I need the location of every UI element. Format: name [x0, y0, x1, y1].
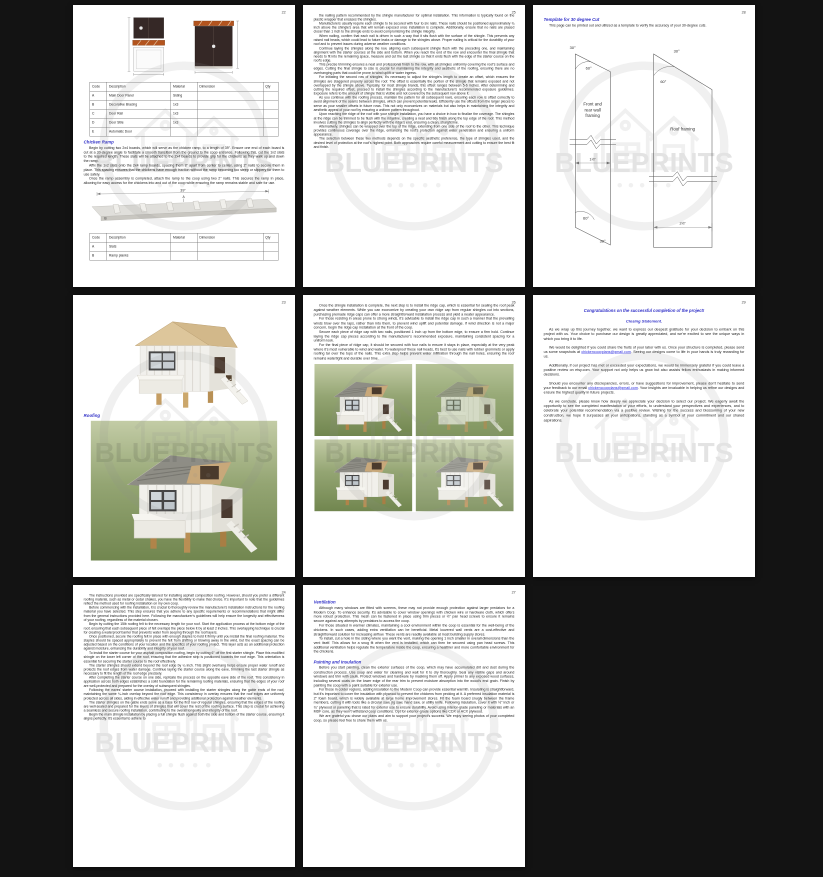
page-23: [73, 295, 295, 577]
paragraph: Begin the main shingle installation by placing a full shingle flush against both the side and bottom of the starter course, ensuring it aligns perfectly. It's essential to adhere to: [83, 712, 285, 721]
column-header: Description: [107, 233, 171, 242]
page-24: [73, 585, 295, 867]
left-board-label: Front and rear wall framing: [583, 101, 602, 119]
paragraph: Before commencing with the installation, it is crucial to thoroughly review the manufacturer's installation instructions for the roofing material you have selected. This step ensures that you adhere to any specific requirements or recommendations that might differ from the general instructions provided here. Following the manufacturer's guidelines will help ensure the longevity and effectiveness of your roofing, regardless of the material chosen.: [83, 606, 285, 623]
paragraph: For those in colder regions, adding insulation to the Modern Coop can provide essential warmth. Insulating is straightforward, but it's important to cover the insulation with plywood to prevent the chickens from pecking at it. A preferred insulation material is 2" foam board, which is widely available at large home improvement stores. Fit the foam board snugly between the frame members, cutting it with tools like a circular saw, jig saw, hand saw, or utility knife. Following insulation, cover it with ½" inch or ¾" plywood or paneling that is rated for exterior use to ensure durability. Avoid using interior-grade paneling or materials with an MDF core, as they won't withstand coop conditions. Opt for exterior-grade options like CDX or ACX plywood.: [313, 687, 515, 714]
column-header: Dimension: [197, 233, 263, 242]
paragraph: This precise trimming ensures a neat and professional finish to the row, with all shingles uniformly covering the roof's surface and edges. Cutting the final shingle to size is crucial for maintaining the integrity and aesthetic of the roofing, ensuring there are no overhanging parts that could be prone to wind uplift or water ingress.: [313, 63, 515, 75]
page-29: [533, 295, 755, 577]
page-number: 28: [741, 10, 746, 15]
paragraph: As you continue with the roofing process, maintain the pattern for all subsequent rows, ensuring each row is offset correctly to avoid alignment of the seams between shingles, which can prevent potential leaks. Efficiently use the offcuts from the larger pieces to serve as your smaller offsets in future rows. This not only economizes on materials but also helps in maintaining the integrity and aesthetic appeal of your roof by ensuring a uniform pattern throughout.: [313, 95, 515, 112]
roofing-instructions-text: [84, 594, 285, 722]
shingle-nailing-text: [314, 14, 515, 150]
column-header: Description: [107, 82, 171, 91]
paragraph: Once the ramp assembly is completed, attach the ramp to the coop using two 2" nails. This secures the ramp in place, allowing for easy access for the chickens into and out of the coop while ensuring the ramp remains stable and safe for use.: [83, 176, 285, 185]
column-header: Material: [171, 82, 197, 91]
paragraph: Should you encounter any discrepancies, errors, or have suggestions for improvement, please don't hesitate to send your feedback to our email chickencoopplans@gmail.com. Your insights are invaluable in helping us refine our designs and ensure the highest quality in future projects.: [543, 381, 745, 395]
column-header: Code: [90, 233, 107, 242]
ramp-parts-table: [90, 233, 279, 260]
section-heading-ventilation: Ventilation: [313, 599, 336, 605]
paragraph: To install the starter course for your asphalt composition roofing, begin by cutting 6" off the first starter shingle. Place this modified shingle on the lower left corner of the roof, ensuring that the adhesive strip is positioned towards the roof edge. This orientation is essential for securing the starter course to the roof effectively.: [83, 651, 285, 664]
page-number: 24: [281, 590, 286, 595]
paragraph: When nailing, confirm that each nail is driven in such a way that it sits flush with the surface of the shingle. This prevents any raised nail heads, which could lead to future leaks or damage to the shingles above. Proper nailing is critical for the durability of your roof and to prevent issues during adverse weather conditions.: [313, 34, 515, 47]
coop-render-illustration: [112, 304, 255, 411]
paragraph: The starter shingles on the gable ends serve as a base for the first row of regular shingles, ensuring that the edges of the roofing are well-sealed and prepared for the layers of shingles that will cover the rest of the roofing surface. This step is crucial for achieving a seamless and secure roofing installation, contributing to the overall longevity and integrity of the roof.: [83, 700, 285, 713]
page-22: [73, 5, 295, 287]
paragraph: Although many windows are fitted with screens, these may not provide enough protection against larger predators for a Modern Coop. To enhance security, it's advisable to cover window openings with chicken wire or hardware cloth, which offers more robust protection. This mesh can be fastened in place using trim pieces or ½" pan head screws to ensure it remains secure against any attempts by predators to access the coop.: [313, 606, 515, 624]
paragraph: Once the shingle installation is complete, the next step is to install the ridge cap, which is essential for sealing the roof peak against weather elements. While you can economize by creating your own ridge cap from regular shingles cut into sections, purchasing premade ridge caps can offer a more straightforward installation process and yield a neater appearance.: [313, 303, 515, 317]
section-heading-chicken-ramp: Chicken Ramp: [83, 139, 114, 145]
paragraph: We are grateful you chose our plans and aim to support your project's success. We enjoy seeing photos of your completed coop, so please feel free to share them with us.: [313, 713, 515, 723]
page-28: [533, 5, 755, 287]
paragraph: For initiating the second row of shingles, it's necessary to adjust the shingle's length to create an offset, which ensures the shingles are staggered properly across the roof. The offset is essentially the portion of the shingle that remains exposed and not overlapped by the shingle above. Typically, for most shingle brands, this offset ranges between 5-6 inches. After determining and cutting the required offset, proceed to install the shingles according to the manufacturer's recommended exposure guidelines. Exposure refers to the amount of shingle that is visible and not covered by the subsequent row above it.: [313, 75, 515, 96]
paragraph: Begin by cutting two 2x4 boards, which will serve as the chicken ramp, to a length of 39". Ensure one end of each board is cut at a 30-degree angle to facilitate a smooth transition from the ground to the coop entrance. Following this, cut the 1x2 slats to the required length. These slats will be attached to the 2x4 boards to provide grip for the chickens as they walk up and down the ramp.: [83, 145, 285, 164]
ramp-label-b: B: [104, 216, 107, 221]
table-row: A Slats: [90, 242, 278, 251]
right-board-label: Roof framing: [670, 126, 696, 132]
right-top-angle-label: 30°: [673, 48, 680, 54]
ventilation-text: [314, 606, 515, 654]
page-number: 23: [281, 300, 286, 305]
paragraph: Following the eaves' starter course installation, proceed with installing the starter shingles along the gable ends of the roof, maintaining the same ¼-inch overlap beyond the roof edge. This consistency in overlay ensures that the roof edges are uniformly protected across all sides, aiding in effective water runoff and providing additional protection against weather elements.: [83, 688, 285, 701]
left-bottom-angle-label: 30°: [599, 238, 606, 244]
paragraph: As we wrap up this journey together, we want to express our deepest gratitude for your decision to embark on this project with us. Your choice to purchase our design is greatly appreciated, and we're excited to see the unique ways in which you bring it to life.: [543, 327, 745, 341]
table-row: E Automatic Door: [90, 127, 278, 136]
coop-photo: [314, 364, 412, 436]
column-header: Code: [90, 82, 107, 91]
section-heading-painting: Painting and Insulation: [313, 659, 362, 665]
column-header: Qty: [263, 233, 278, 242]
paragraph: The instructions provided are specifically tailored for installing asphalt composition roofing. However, should you prefer a different roofing material, such as metal or cedar shakes, you have the flexibility to make that choice. It's important to note that the guidelines reflect the method used for roofing installation on my own coop.: [83, 593, 285, 606]
paragraph: To install, cut a hole in the siding where you want the vent, making the opening 1 inch smaller in overall dimensions than the vent itself. This allows for a snug fit when the vent is installed, which can then be secured using pan head screws. This additional ventilation helps regulate the temperature inside the coop, ensuring a healthier and more comfortable environment for the chickens.: [313, 636, 515, 654]
paragraph: The selection between these two methods depends on the specific aesthetic preference, the type of shingles used, and the desired level of protection at the roof's highest point. Both approaches require careful measurement and cutting to ensure the best fit and finish.: [313, 137, 515, 149]
chicken-ramp-text: [84, 146, 285, 185]
door-parts-table: [90, 82, 279, 136]
ramp-label-a: A: [182, 195, 185, 200]
left-bottom-inner-angle-label: 60°: [582, 215, 590, 221]
paragraph: For those residing in areas prone to strong winds, it's advisable to install the ridge cap in such a manner that the prevailing winds blow over the laps, rather than into them, to prevent wind uplift and potential damage. If wind direction is not a major concern, begin the ridge cap installation at the front of the coop.: [313, 316, 515, 330]
paragraph: Once positioned, secure the roofing felt in place with enough staples to hold it firmly until you install the final roofing material. The staples should be spaced appropriately to prevent the felt from shifting or blowing away in the wind, but the exact spacing can be adjusted based on the conditions of your location and the specifics of your roofing project. This layer acts as an additional protection against moisture, enhancing the durability and integrity of your roof.: [83, 634, 285, 651]
email-link[interactable]: chickencoopplans@gmail.com: [588, 385, 638, 390]
paragraph: Before you start painting, clean the exterior surfaces of the coop, which may have accumulated dirt and dust during the construction process. Use soap and water for cleaning and wait for it to dry thoroughly. Seal any visible gaps and around windows and trim with caulk. Protect windows and hardware by masking them off. Apply primer to any exposed wood surfaces, including several coats on the lower edge of the rear trim to prevent moisture absorption into the wood's end grain. Finish by painting the coop with a paint suitable for exterior use.: [313, 665, 515, 688]
page-27: [303, 585, 525, 867]
paragraph: Manufacturers usually require each shingle to be secured with four to six nails. These nails should be positioned approximately ¾ inch above the shingle's area that will remain exposed once installation is complete. Additionally, ensure that no nails are placed closer than 1 inch to the shingle ends to avoid compromising the shingle integrity.: [313, 21, 515, 34]
page-26: [303, 295, 525, 577]
document-grid-viewer: [73, 5, 755, 867]
left-top-angle-label: 30°: [569, 45, 576, 51]
table-row: B Decorative Bracing 1x3: [90, 100, 278, 109]
column-header: Material: [171, 233, 197, 242]
coop-photo: [314, 439, 412, 511]
column-header: Dimension: [197, 82, 263, 91]
paragraph: For the final piece of ridge cap, it should be secured with four nails to ensure it stays in place, especially at the very peak where it's most vulnerable to wind and water. To waterproof these nail heads, it's best to use nails with rubber grommets or apply roofing tar over the tops of the nails. This extra step helps prevent water infiltration through the nail holes, ensuring the roof remains watertight and durable over time.: [313, 343, 515, 361]
paragraph: Continue laying the shingles along the row, aligning each subsequent shingle flush with the preceding one, and maintaining alignment with the starter courses at the side and bottom. When you reach the end of the row and encounter the final shingle that needs to fit into the remaining space, measure and cut the last shingle so that it ends flush with the edge of the starter course on the roof's edge.: [313, 46, 515, 63]
page-number: 29: [741, 300, 746, 305]
table-row: A Main Door Panel Siding: [90, 91, 278, 100]
table-row: C Door Rail 1x3: [90, 109, 278, 118]
paragraph: Additionally, if our project has met or exceeded your expectations, we would be immensely grateful if you could leave a positive review on etsy.com. Your support not only helps us grow but also assists fellow enthusiasts in making informed decisions.: [543, 363, 745, 377]
page-25: [303, 5, 525, 287]
coop-photo: [416, 364, 514, 436]
paragraph: Alternatively, shingles can be wrapped over the top of the ridge, extending from one side of the roof to the other. This technique provides continuous coverage over the ridge, enhancing the roof's protection against water penetration and ensuring a uniform appearance.: [313, 124, 515, 137]
coop-photo: [416, 439, 514, 511]
paragraph: Affix the 1x2 slats onto the 2x4 ramp boards, spacing them 8" apart from center to center, using 2" nails to secure them in place. This spacing ensures that the chickens have enough traction without the ramp becoming too steep or slippery for them to use safely.: [83, 163, 285, 177]
congratulations-heading: Congratulations on the successful completion of the project!: [583, 308, 705, 313]
paragraph: For those situated in warmer climates, maintaining a cool environment within the coop is essential for the well-being of the chickens. In such cases, adding extra ventilation can be beneficial. Metal louvered wall vents are a cost-effective and straightforward solution for increasing airflow. These vents are readily available at most building supply stores.: [313, 623, 515, 637]
right-width-label: 2½": [679, 221, 686, 226]
coop-photo-grid: [314, 364, 513, 511]
paragraph: Upon reaching the ridge of the roof with your shingle installation, you have a choice in how to finalize the coverage. The shingles at the ridge can be trimmed to be flush with the ridgeline, creating a neat and tidy finish along the top edge of the roof. This method involves cutting the shingles to align perfectly with the ridge's end, ensuring a clean, straight line.: [313, 112, 515, 125]
paragraph: We would be delighted if you could share the fruits of your labor with us. Once your structure is completed, please send us some snapshots at chickencoopplans@gmail.com. Seeing our designs come to life in your hands is truly rewarding for us.: [543, 345, 745, 359]
door-assembly-diagram: [84, 14, 284, 77]
left-width-label: 1½": [589, 157, 596, 162]
ramp-diagram: [84, 187, 284, 226]
paragraph: the nailing pattern recommended by the shingle manufacturer for optimal installation. This information is typically found on the plastic wrapper that encases the shingles.: [313, 13, 515, 22]
left-top-inner-angle-label: 60°: [585, 65, 592, 71]
section-heading-roofing: Roofing: [83, 412, 101, 418]
ridge-cap-text: [314, 304, 515, 361]
table-row: D Door Stile 1x3: [90, 118, 278, 127]
closing-statement-text: [544, 327, 745, 423]
ramp-length-label: 39": [180, 188, 186, 193]
paragraph: After completing the starter course on one side, replicate the process on the opposite eave side of the roof. This consistency in application across both edges establishes a solid foundation for the remaining roofing materials, ensuring that the edges of your roof are well-protected and prepared for the overlay of subsequent shingles.: [83, 675, 285, 688]
page-number: 25: [511, 10, 516, 15]
paragraph: The starter shingles should extend beyond the roof edge by ¼ inch. This slight overhang helps ensure proper water runoff and protects the roof edges from water damage. Continue laying the starter course along the eave, trimming the last starter shingle as necessary to fit the length of the roof edge precisely.: [83, 663, 285, 676]
page-number: 22: [281, 10, 286, 15]
right-top-inner-angle-label: 60°: [660, 79, 667, 85]
email-link[interactable]: chickencoopplans@gmail.com: [581, 350, 631, 355]
closing-statement-heading: Closing Statement.: [625, 318, 663, 324]
section-heading-template: Template for 30 degree Cut: [543, 16, 600, 22]
table-row: B Ramp planks: [90, 251, 278, 260]
cut-template-diagram: [544, 32, 744, 252]
paragraph: As we conclude, please know how deeply we appreciate your decision to select our project. We eagerly await the opportunity to see the completed manifestation of your efforts, to understand your perspectives and experiences, and to celebrate your potential recommendation via a positive review. Wishing for the success and blossoming of your new construction, we hope it surpasses all your anticipations, standing as a symbol of your commitment and our shared aspirations.: [543, 399, 745, 423]
template-intro: This page can be printed out and utilized as a template to verify the accuracy of your 30-degree cuts.: [549, 23, 707, 28]
paragraph: Begin by cutting the 15lb roofing felt to the necessary length for your roof. Start the application process at the bottom edge of the roof, ensuring that each subsequent piece of felt overlaps the piece below it by at least 2 inches. This overlapping technique is crucial for creating a waterproof barrier that prevents water from seeping through the roof layers.: [83, 622, 285, 635]
page-number: 27: [511, 590, 516, 595]
painting-text: [314, 666, 515, 723]
page-number: 26: [511, 300, 516, 305]
coop-photo: [91, 421, 278, 561]
column-header: Qty: [263, 82, 278, 91]
paragraph: Secure each piece of ridge cap with two nails, positioned 1 inch up from the bottom edge, to ensure a firm hold. Continue laying the ridge cap pieces according to the manufacturer's recommended exposure, maintaining consistent spacing for a uniform look.: [313, 329, 515, 343]
